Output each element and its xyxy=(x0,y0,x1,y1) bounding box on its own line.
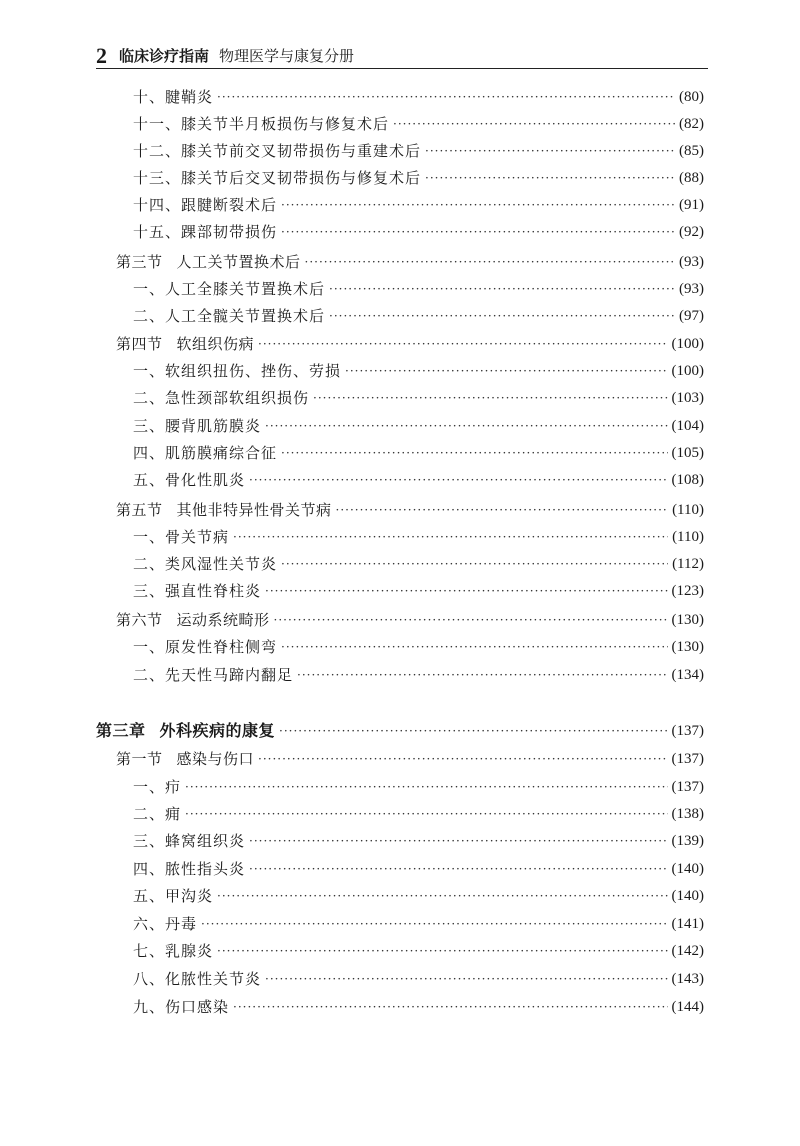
dot-leader xyxy=(185,801,667,827)
toc-page-number: (110) xyxy=(672,502,704,518)
dot-leader xyxy=(201,911,667,937)
toc-page-number: (140) xyxy=(671,888,704,904)
toc-page-number: (143) xyxy=(671,971,704,987)
toc-entry-title: 三、腰背肌筋膜炎 xyxy=(133,417,262,435)
toc-page-number: (93) xyxy=(679,281,704,297)
toc-page-number: (93) xyxy=(679,254,704,270)
toc-entry-title: 一、软组织扭伤、挫伤、劳损 xyxy=(133,362,342,380)
dot-leader xyxy=(281,634,667,660)
toc-page-number: (100) xyxy=(671,363,704,379)
toc-item-row xyxy=(133,994,704,1020)
toc-item-row xyxy=(133,551,704,577)
toc-item-row xyxy=(133,192,704,218)
toc-entry-title: 软组织伤病 xyxy=(176,335,255,353)
toc-page-number: (140) xyxy=(671,861,704,877)
book-subtitle: 物理医学与康复分册 xyxy=(219,47,355,65)
toc-page-number: (110) xyxy=(672,529,704,545)
toc-entry-title: 十三、膝关节后交叉韧带损伤与修复术后 xyxy=(133,169,422,187)
toc-page-number: (103) xyxy=(671,390,704,406)
dot-leader xyxy=(305,249,675,275)
toc-entry-label xyxy=(116,746,254,772)
section-number: 第一节 xyxy=(116,750,163,768)
toc-entry-title: 一、骨关节病 xyxy=(133,528,230,546)
toc-item-row xyxy=(133,911,704,937)
toc-entry-title: 十、腱鞘炎 xyxy=(133,88,214,106)
toc-page-number: (80) xyxy=(679,89,704,105)
section-number: 第六节 xyxy=(116,611,163,629)
book-title: 临床诊疗指南 xyxy=(119,47,210,65)
toc-entry-title: 二、急性颈部软组织损伤 xyxy=(133,389,310,407)
chapter-number: 第三章 xyxy=(96,721,146,740)
toc-page-number: (137) xyxy=(671,723,704,739)
dot-leader xyxy=(249,828,667,854)
toc-page-number: (100) xyxy=(671,336,704,352)
dot-leader xyxy=(217,883,667,909)
dot-leader xyxy=(281,219,675,245)
toc-item-row xyxy=(133,219,704,245)
toc-item-row xyxy=(133,856,704,882)
toc-entry-title: 三、强直性脊柱炎 xyxy=(133,582,262,600)
page-number: 2 xyxy=(96,43,107,68)
toc-item-row xyxy=(133,303,704,329)
toc-item-row xyxy=(133,966,704,992)
toc-page-number: (144) xyxy=(671,999,704,1015)
toc-item-row xyxy=(133,111,704,137)
running-header xyxy=(96,40,708,68)
toc-entry-title: 一、疖 xyxy=(133,778,182,796)
dot-leader xyxy=(217,938,667,964)
toc-item-row xyxy=(133,662,704,688)
toc-item-row xyxy=(133,440,704,466)
toc-entry-title: 二、类风湿性关节炎 xyxy=(133,555,278,573)
dot-leader xyxy=(329,303,675,329)
toc-item-row xyxy=(133,801,704,827)
toc-page-number: (137) xyxy=(671,779,704,795)
dot-leader xyxy=(258,331,667,357)
toc-page-number: (123) xyxy=(671,583,704,599)
toc-entry-title: 五、甲沟炎 xyxy=(133,887,214,905)
toc-entry-title: 十五、踝部韧带损伤 xyxy=(133,223,278,241)
dot-leader xyxy=(297,662,667,688)
toc-entry-title: 一、人工全膝关节置换术后 xyxy=(133,280,326,298)
dot-leader xyxy=(233,524,668,550)
toc-page-number: (91) xyxy=(679,197,704,213)
dot-leader xyxy=(345,358,667,384)
toc-page-number: (130) xyxy=(671,639,704,655)
toc-chapter-row xyxy=(96,718,704,744)
toc-entry-title: 六、丹毒 xyxy=(133,915,198,933)
toc-section-row xyxy=(116,746,704,772)
toc-item-row xyxy=(133,938,704,964)
toc-entry-title: 一、原发性脊柱侧弯 xyxy=(133,638,278,656)
toc-item-row xyxy=(133,524,704,550)
dot-leader xyxy=(313,385,667,411)
toc-page-number: (138) xyxy=(671,806,704,822)
toc-entry-title: 感染与伤口 xyxy=(176,750,255,768)
toc-entry-label xyxy=(96,718,275,744)
dot-leader xyxy=(233,994,667,1020)
toc-page-number: (137) xyxy=(671,751,704,767)
toc-entry-title: 十二、膝关节前交叉韧带损伤与重建术后 xyxy=(133,142,422,160)
toc-item-row xyxy=(133,578,704,604)
toc-section-row xyxy=(116,607,704,633)
toc-entry-title: 九、伤口感染 xyxy=(133,998,230,1016)
section-number: 第三节 xyxy=(116,253,163,271)
dot-leader xyxy=(249,467,667,493)
toc-page-number: (82) xyxy=(679,116,704,132)
toc-item-row xyxy=(133,165,704,191)
toc-page-number: (104) xyxy=(671,418,704,434)
toc-page-number: (92) xyxy=(679,224,704,240)
toc-item-row xyxy=(133,883,704,909)
toc-item-row xyxy=(133,385,704,411)
toc-entry-title: 其他非特异性骨关节病 xyxy=(176,501,332,519)
toc-entry-title: 二、人工全髋关节置换术后 xyxy=(133,307,326,325)
toc-section-row xyxy=(116,331,704,357)
dot-leader xyxy=(265,413,667,439)
dot-leader xyxy=(265,966,667,992)
toc-item-row xyxy=(133,634,704,660)
toc-item-row xyxy=(133,828,704,854)
toc-page-number: (130) xyxy=(671,612,704,628)
toc-page-number: (139) xyxy=(671,833,704,849)
dot-leader xyxy=(217,84,675,110)
toc-page-number: (85) xyxy=(679,143,704,159)
toc-entry-label xyxy=(116,331,254,357)
toc-item-row xyxy=(133,413,704,439)
toc-page-number: (105) xyxy=(671,445,704,461)
toc-page-number: (97) xyxy=(679,308,704,324)
toc-item-row xyxy=(133,84,704,110)
toc-page-number: (141) xyxy=(671,916,704,932)
toc-entry-label xyxy=(116,497,332,523)
toc-entry-label xyxy=(116,607,270,633)
dot-leader xyxy=(329,276,675,302)
dot-leader xyxy=(281,551,668,577)
toc-page-number: (112) xyxy=(672,556,704,572)
toc-section-row xyxy=(116,497,704,523)
toc-entry-title: 十四、跟腱断裂术后 xyxy=(133,196,278,214)
dot-leader xyxy=(249,856,667,882)
toc-entry-title: 四、肌筋膜痛综合征 xyxy=(133,444,278,462)
header-rule xyxy=(96,68,708,69)
dot-leader xyxy=(281,192,675,218)
dot-leader xyxy=(258,746,667,772)
toc-entry-title: 外科疾病的康复 xyxy=(159,721,276,740)
toc-entry-title: 人工关节置换术后 xyxy=(176,253,301,271)
dot-leader xyxy=(425,138,675,164)
toc-item-row xyxy=(133,467,704,493)
toc-page-number: (134) xyxy=(671,667,704,683)
toc-entry-title: 二、痈 xyxy=(133,805,182,823)
section-number: 第五节 xyxy=(116,501,163,519)
toc-entry-title: 四、脓性指头炎 xyxy=(133,860,246,878)
toc-entry-title: 十一、膝关节半月板损伤与修复术后 xyxy=(133,115,390,133)
toc-entry-label xyxy=(116,249,301,275)
dot-leader xyxy=(265,578,667,604)
dot-leader xyxy=(279,718,667,744)
toc-entry-title: 三、蜂窝组织炎 xyxy=(133,832,246,850)
toc-item-row xyxy=(133,774,704,800)
toc-item-row xyxy=(133,276,704,302)
dot-leader xyxy=(274,607,668,633)
toc-section-row xyxy=(116,249,704,275)
toc-entry-title: 五、骨化性肌炎 xyxy=(133,471,246,489)
toc-entry-title: 八、化脓性关节炎 xyxy=(133,970,262,988)
dot-leader xyxy=(185,774,667,800)
toc-page-number: (88) xyxy=(679,170,704,186)
toc-entry-title: 运动系统畸形 xyxy=(176,611,270,629)
dot-leader xyxy=(336,497,669,523)
toc-item-row xyxy=(133,358,704,384)
toc-page-number: (108) xyxy=(671,472,704,488)
toc-item-row xyxy=(133,138,704,164)
dot-leader xyxy=(393,111,675,137)
toc-page-number: (142) xyxy=(671,943,704,959)
dot-leader xyxy=(281,440,667,466)
section-number: 第四节 xyxy=(116,335,163,353)
toc-entry-title: 七、乳腺炎 xyxy=(133,942,214,960)
toc-entry-title: 二、先天性马蹄内翻足 xyxy=(133,666,294,684)
dot-leader xyxy=(425,165,675,191)
